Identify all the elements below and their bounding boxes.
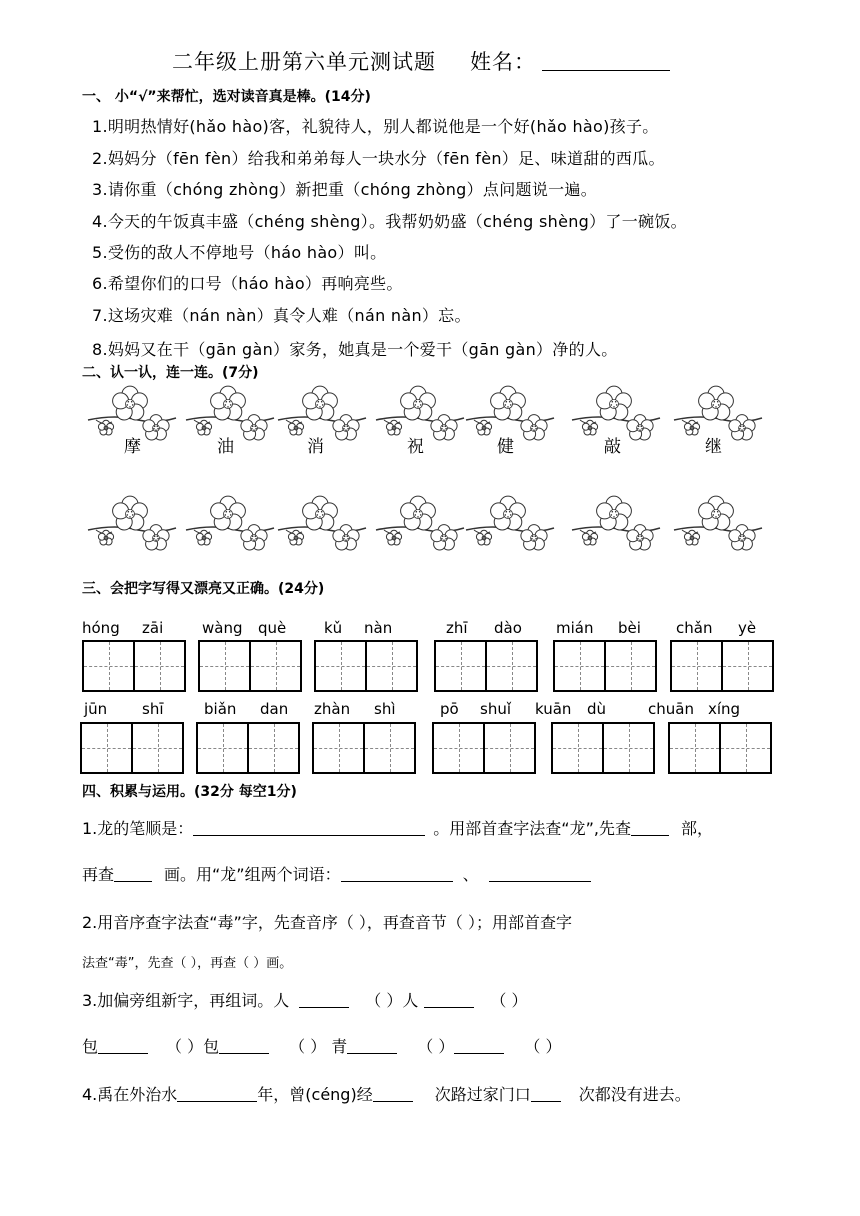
name-label: 姓名：: [470, 50, 536, 74]
text: （ ）包: [166, 1037, 220, 1056]
answer-blank[interactable]: [531, 1087, 561, 1102]
answer-blank[interactable]: [341, 867, 453, 882]
pinyin: mián: [556, 619, 594, 637]
char-label: 祝: [407, 437, 424, 457]
name-blank[interactable]: [542, 52, 670, 71]
pinyin: xíng: [708, 700, 741, 718]
char-label: 油: [217, 437, 234, 457]
text: 部，: [680, 819, 713, 838]
pinyin: kuān: [535, 700, 572, 718]
answer-blank[interactable]: [373, 1087, 413, 1102]
blossom-branch-icon: [374, 494, 464, 554]
text: （ ）: [490, 991, 528, 1010]
answer-blank[interactable]: [489, 867, 591, 882]
writing-box[interactable]: [553, 640, 657, 692]
answer-blank[interactable]: [219, 1039, 269, 1054]
s4-q2-line1: 2.用音序查字法查“毒”字，先查音序（ ），再查音节（ ）；用部首查字: [82, 913, 573, 932]
writing-box[interactable]: [82, 640, 186, 692]
answer-blank[interactable]: [177, 1087, 257, 1102]
text: 包: [82, 1037, 99, 1056]
blossom-branch-icon: [86, 494, 176, 554]
pinyin: hóng: [82, 619, 120, 637]
answer-blank[interactable]: [347, 1039, 397, 1054]
writing-box[interactable]: [196, 722, 300, 774]
pinyin: nàn: [364, 619, 393, 637]
char-label: 消: [307, 437, 324, 457]
text: （ ） 青: [289, 1037, 348, 1056]
section3-heading: 三、会把字写得又漂亮又正确。(24分): [82, 581, 325, 597]
blossom-branch-icon: [464, 494, 554, 554]
writing-box[interactable]: [198, 640, 302, 692]
answer-blank[interactable]: [454, 1039, 504, 1054]
section2-heading: 二、认一认，连一连。(7分): [82, 365, 259, 381]
blossom-branch-icon: [184, 494, 274, 554]
text: （ ）: [417, 1037, 455, 1056]
flower-row-bottom: [86, 494, 776, 564]
page-title: [172, 46, 670, 76]
text: 3.加偏旁组新字，再组词。人: [82, 991, 290, 1010]
pinyin: jūn: [84, 700, 108, 718]
s4-q3-line1: [82, 988, 527, 1011]
pinyin: chǎn: [676, 619, 713, 637]
text: 。用部首查字法查“龙”,先查: [433, 819, 631, 838]
writing-box[interactable]: [312, 722, 416, 774]
pinyin: què: [258, 619, 287, 637]
s4-q1-line2: [82, 862, 591, 885]
s1-item-7: 7.这场灾难（nán nàn）真令人难（nán nàn）忘。: [92, 306, 471, 325]
s1-item-1: 1.明明热情好(hǎo hào)客，礼貌待人，别人都说他是一个好(hǎo hào)孩子。: [92, 117, 659, 136]
writing-box[interactable]: [551, 722, 655, 774]
char-label: 摩: [124, 437, 141, 457]
text: 再查: [82, 865, 115, 884]
text: （ ）人: [365, 991, 419, 1010]
s1-item-8: 8.妈妈又在干（gān gàn）家务，她真是一个爱干（gān gàn）净的人。: [92, 340, 618, 359]
pinyin: shuǐ: [480, 700, 511, 718]
pinyin: biǎn: [204, 700, 237, 718]
writing-box[interactable]: [668, 722, 772, 774]
writing-box[interactable]: [670, 640, 774, 692]
writing-box[interactable]: [432, 722, 536, 774]
pinyin: zhī: [446, 619, 468, 637]
answer-blank[interactable]: [424, 993, 474, 1008]
text: 画。用“龙”组两个词语：: [164, 865, 341, 884]
char-label: 敲: [604, 437, 621, 457]
flower-row-top: [86, 384, 776, 454]
answer-blank[interactable]: [193, 821, 425, 836]
answer-blank[interactable]: [98, 1039, 148, 1054]
pinyin: dan: [260, 700, 289, 718]
pinyin: dù: [587, 700, 607, 718]
writing-box[interactable]: [80, 722, 184, 774]
pinyin: pō: [440, 700, 459, 718]
pinyin: bèi: [618, 619, 641, 637]
text: （ ）: [524, 1037, 562, 1056]
s1-item-5: 5.受伤的敌人不停地号（háo hào）叫。: [92, 243, 387, 262]
title-text: 二年级上册第六单元测试题: [172, 50, 436, 74]
s4-q3-line2: [82, 1034, 561, 1057]
text: 次路过家门口: [434, 1085, 531, 1104]
s1-item-3: 3.请你重（chóng zhòng）新把重（chóng zhòng）点问题说一遍。: [92, 180, 598, 199]
char-label: 健: [497, 437, 514, 457]
s4-q2-line2: 法查“毒”，先查（ ），再查（ ）画。: [82, 956, 293, 971]
pinyin: zhàn: [314, 700, 351, 718]
pinyin: kǔ: [324, 619, 343, 637]
text: 4.禹在外治水: [82, 1085, 178, 1104]
writing-box[interactable]: [314, 640, 418, 692]
answer-blank[interactable]: [299, 993, 349, 1008]
s4-q1-line1: [82, 816, 713, 839]
section4-heading: 四、积累与运用。(32分 每空1分): [82, 784, 297, 800]
answer-blank[interactable]: [631, 821, 669, 836]
s4-q4: [82, 1082, 691, 1105]
pinyin: wàng: [202, 619, 243, 637]
text: 年，曾(céng)经: [257, 1085, 373, 1104]
blossom-branch-icon: [276, 494, 366, 554]
writing-box[interactable]: [434, 640, 538, 692]
answer-blank[interactable]: [114, 867, 152, 882]
text: 、: [462, 865, 479, 884]
pinyin: zāi: [142, 619, 164, 637]
blossom-branch-icon: [570, 494, 660, 554]
pinyin: shī: [142, 700, 164, 718]
section1-heading: 一、 小“√”来帮忙，选对读音真是棒。(14分): [82, 89, 371, 105]
blossom-branch-icon: [672, 494, 762, 554]
s1-item-4: 4.今天的午饭真丰盛（chéng shèng）。我帮奶奶盛（chéng shèng）了一碗饭。: [92, 212, 687, 231]
pinyin: shì: [374, 700, 396, 718]
s1-item-2: 2.妈妈分（fēn fèn）给我和弟弟每人一块水分（fēn fèn）足、味道甜的西瓜。: [92, 149, 665, 168]
pinyin: yè: [738, 619, 757, 637]
text: 次都没有进去。: [578, 1085, 691, 1104]
char-label: 继: [705, 437, 722, 457]
pinyin-row-1: [82, 619, 782, 639]
pinyin: chuān: [648, 700, 694, 718]
s1-item-6: 6.希望你们的口号（háo hào）再响亮些。: [92, 274, 403, 293]
text: 1.龙的笔顺是：: [82, 819, 194, 838]
pinyin-row-2: [82, 700, 782, 720]
pinyin: dào: [494, 619, 522, 637]
